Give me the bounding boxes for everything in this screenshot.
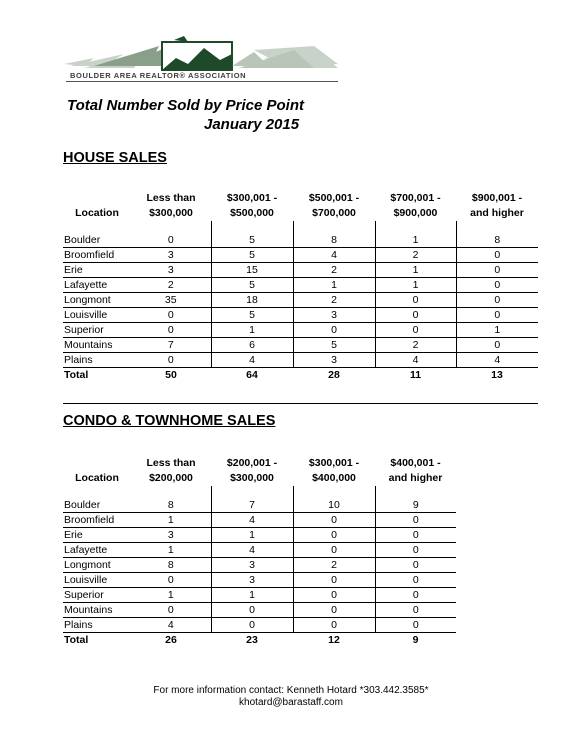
count-cell: 0 [293,618,375,633]
count-cell: 6 [211,338,293,353]
report-period: January 2015 [204,116,300,133]
count-cell: 0 [375,308,456,323]
column-header: $500,001 - $700,000 [308,192,360,219]
count-cell: 1 [456,323,538,338]
location-cell: Plains [63,353,131,368]
count-cell: 1 [375,263,456,278]
location-cell: Louisville [63,308,131,323]
contact-email: khotard@barastaff.com [239,697,343,708]
location-cell: Boulder [63,498,131,513]
count-cell: 3 [131,248,211,263]
count-cell: 18 [211,293,293,308]
count-cell: 2 [293,293,375,308]
count-cell: 5 [211,248,293,263]
count-cell: 13 [491,369,503,381]
count-cell: 12 [328,634,340,646]
location-cell: Plains [63,618,131,633]
table-header-row [63,456,456,486]
count-cell: 4 [456,353,538,368]
count-cell: 3 [293,353,375,368]
count-cell: 2 [375,338,456,353]
table-row [63,278,538,293]
column-header: Less than $200,000 [146,457,196,484]
location-cell: Broomfield [63,248,131,263]
column-header: $700,001 - $900,000 [390,192,441,219]
count-cell: 5 [211,278,293,293]
count-cell: 0 [375,603,456,618]
count-cell: 23 [246,634,258,646]
count-cell: 0 [375,323,456,338]
count-cell: 0 [293,603,375,618]
count-cell: 15 [211,263,293,278]
count-cell: 1 [211,323,293,338]
count-cell: 50 [165,369,177,381]
table-row [63,573,456,588]
count-cell: 0 [293,543,375,558]
count-cell: 5 [211,308,293,323]
header-spacer [63,221,538,233]
condo-sales-table [63,456,456,647]
count-cell: 10 [293,498,375,513]
column-header-location: Location [75,472,119,484]
table-row [63,528,456,543]
column-header-location: Location [75,207,119,219]
count-cell: 3 [293,308,375,323]
count-cell: 0 [293,513,375,528]
count-cell: 0 [375,513,456,528]
section-divider [63,403,538,404]
column-header: $900,001 - and higher [470,192,524,219]
count-cell: 0 [456,338,538,353]
table-row [63,588,456,603]
column-header: Less than $300,000 [146,192,196,219]
count-cell: 0 [131,573,211,588]
count-cell: 1 [211,588,293,603]
count-cell: 0 [293,588,375,603]
count-cell: 1 [131,543,211,558]
column-header: $300,001 - $400,000 [308,457,360,484]
header-spacer [63,486,456,498]
count-cell: 64 [246,369,258,381]
count-cell: 8 [456,233,538,248]
count-cell: 2 [293,263,375,278]
count-cell: 4 [211,353,293,368]
location-cell: Broomfield [63,513,131,528]
location-cell: Erie [63,263,131,278]
count-cell: 0 [456,248,538,263]
count-cell: 0 [211,603,293,618]
total-row [63,368,538,383]
contact-line: For more information contact: Kenneth Hotard *303.442.3585* [153,685,429,696]
table-row [63,293,538,308]
table-row [63,248,538,263]
count-cell: 0 [375,293,456,308]
count-cell: 0 [456,263,538,278]
count-cell: 0 [293,573,375,588]
count-cell: 2 [131,278,211,293]
table-row [63,308,538,323]
location-cell: Boulder [63,233,131,248]
table-row [63,338,538,353]
count-cell: 0 [211,618,293,633]
count-cell: 4 [375,353,456,368]
table-row [63,233,538,248]
table-row [63,558,456,573]
count-cell: 4 [211,543,293,558]
house-sales-table [63,191,538,382]
count-cell: 2 [375,248,456,263]
count-cell: 1 [293,278,375,293]
count-cell: 35 [131,293,211,308]
location-cell: Longmont [63,558,131,573]
count-cell: 0 [456,293,538,308]
count-cell: 5 [211,233,293,248]
count-cell: 28 [328,369,340,381]
count-cell: 9 [375,498,456,513]
total-label: Total [64,369,89,381]
count-cell: 26 [165,634,177,646]
count-cell: 7 [211,498,293,513]
count-cell: 4 [131,618,211,633]
table-row [63,323,538,338]
house-sales-heading: HOUSE SALES [63,150,167,166]
count-cell: 3 [211,573,293,588]
count-cell: 0 [131,603,211,618]
count-cell: 0 [375,528,456,543]
table-row [63,263,538,278]
count-cell: 1 [375,278,456,293]
count-cell: 0 [293,323,375,338]
count-cell: 3 [131,263,211,278]
count-cell: 0 [375,618,456,633]
table-row [63,353,538,368]
table-row [63,513,456,528]
count-cell: 3 [211,558,293,573]
count-cell: 8 [293,233,375,248]
count-cell: 7 [131,338,211,353]
condo-sales-heading: CONDO & TOWNHOME SALES [63,413,276,429]
count-cell: 11 [409,369,422,381]
count-cell: 1 [131,588,211,603]
table-row [63,543,456,558]
count-cell: 0 [456,308,538,323]
count-cell: 0 [131,233,211,248]
count-cell: 3 [131,528,211,543]
location-cell: Lafayette [63,543,131,558]
count-cell: 0 [375,573,456,588]
count-cell: 8 [131,498,211,513]
count-cell: 5 [293,338,375,353]
count-cell: 0 [131,323,211,338]
count-cell: 1 [375,233,456,248]
location-cell: Longmont [63,293,131,308]
location-cell: Louisville [63,573,131,588]
count-cell: 0 [131,353,211,368]
count-cell: 1 [131,513,211,528]
location-cell: Superior [63,588,131,603]
table-header-row [63,191,538,221]
logo-org-name: BOULDER AREA REALTOR® ASSOCIATION [70,71,247,80]
logo-underline [66,81,338,82]
location-cell: Mountains [63,338,131,353]
column-header: $200,001 - $300,000 [226,457,278,484]
count-cell: 0 [375,588,456,603]
column-header: $400,001 - and higher [388,457,443,484]
total-label: Total [64,634,89,646]
count-cell: 4 [293,248,375,263]
count-cell: 0 [131,308,211,323]
count-cell: 0 [293,528,375,543]
location-cell: Superior [63,323,131,338]
count-cell: 0 [375,558,456,573]
count-cell: 9 [412,634,419,646]
count-cell: 1 [211,528,293,543]
table-row [63,618,456,633]
report-title: Total Number Sold by Price Point [67,97,304,114]
count-cell: 0 [375,543,456,558]
count-cell: 8 [131,558,211,573]
count-cell: 2 [293,558,375,573]
count-cell: 4 [211,513,293,528]
location-cell: Mountains [63,603,131,618]
total-row [63,633,456,648]
table-row [63,603,456,618]
count-cell: 0 [456,278,538,293]
table-row [63,498,456,513]
location-cell: Lafayette [63,278,131,293]
column-header: $300,001 - $500,000 [226,192,278,219]
location-cell: Erie [63,528,131,543]
